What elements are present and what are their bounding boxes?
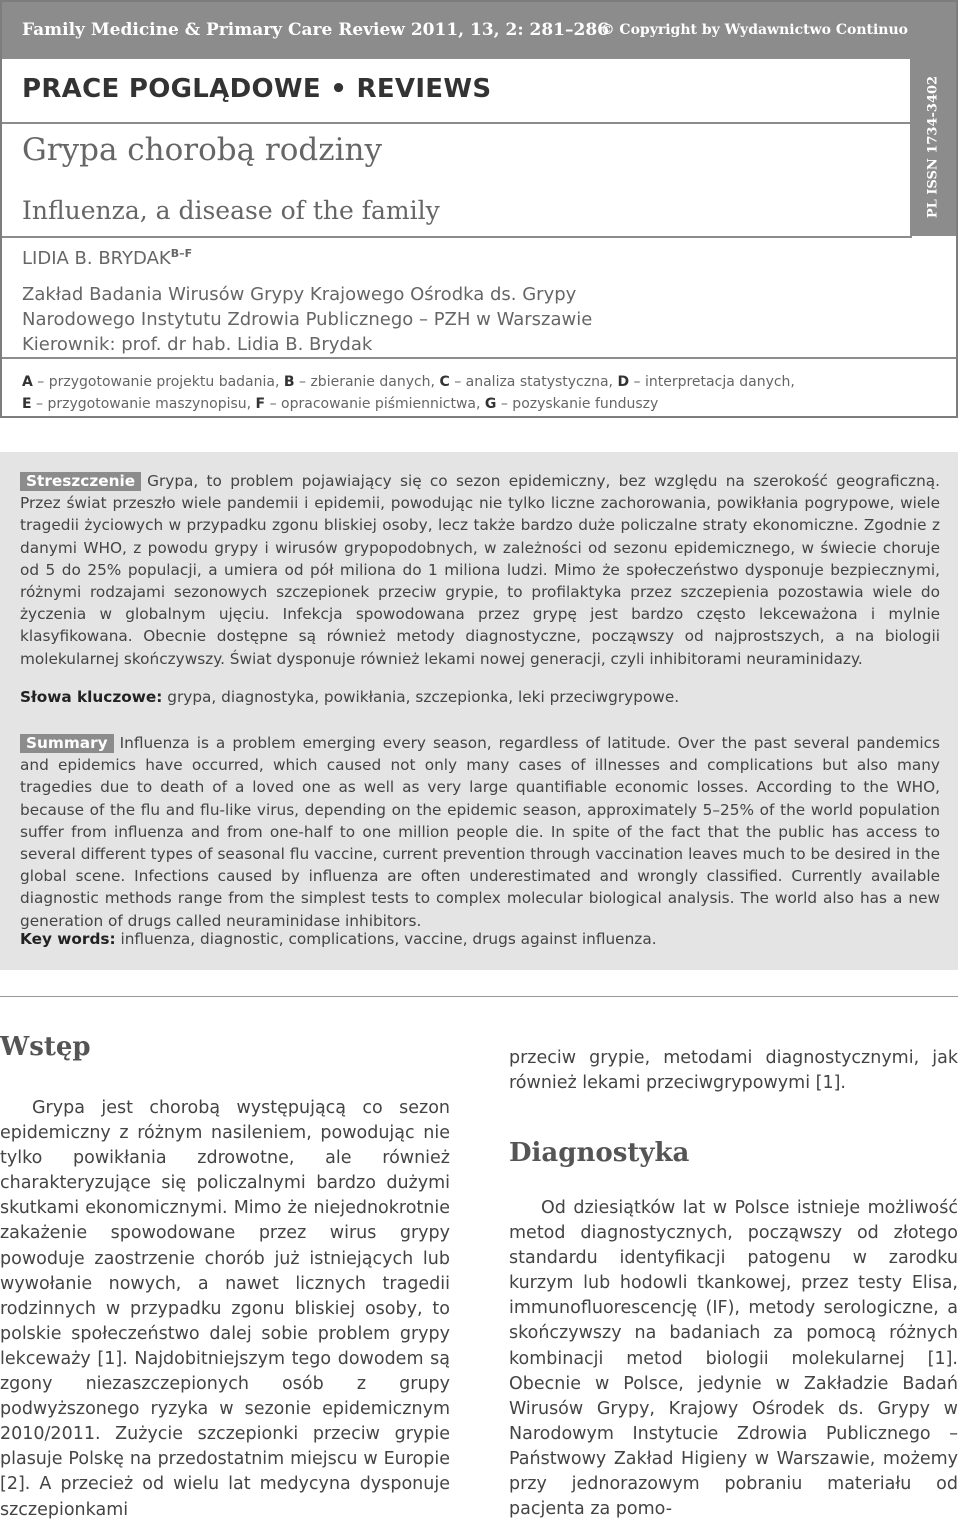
abstract-en-badge: Summary bbox=[20, 734, 114, 753]
author-contribution: B–F bbox=[170, 247, 193, 260]
copyright-notice: © Copyright by Wydawnictwo Continuo bbox=[600, 22, 908, 38]
role-letter: A bbox=[22, 374, 33, 390]
keywords-pl-text: grypa, diagnostyka, powikłania, szczepionka, leki przeciwgrypowe. bbox=[162, 688, 680, 706]
article-title-en: Influenza, a disease of the family bbox=[22, 196, 440, 225]
journal-bar bbox=[2, 2, 956, 59]
article-header bbox=[0, 0, 958, 418]
keywords-en bbox=[20, 930, 657, 948]
abstract-en bbox=[20, 732, 940, 932]
section-rule bbox=[0, 996, 958, 997]
article-title-pl: Grypa chorobą rodziny bbox=[22, 132, 382, 168]
divider bbox=[2, 122, 912, 124]
role-letter: D bbox=[617, 374, 630, 390]
intro-heading: Wstęp bbox=[0, 1032, 91, 1062]
affiliation-line: Zakład Badania Wirusów Grypy Krajowego Ośrodka ds. Grypy bbox=[22, 284, 577, 305]
keywords-en-text: influenza, diagnostic, complications, vaccine, drugs against influenza. bbox=[115, 930, 657, 948]
intro-paragraph: Grypa jest chorobą występującą co sezon epidemiczny z różnym nasileniem, powodując nie tylko powikłania zdrowotne, ale również charakteryzujące się policzalnymi bardzo dużymi skutkami ekonomicznymi. Mimo że niejednokrotnie zakażenie spowodowane przez wirus grypy powoduje zaostrzenie chorób już istniejących lub wywołanie nowych, a nawet licznych tragedii rodzinnych w przypadku zgonu bliskiej osoby, to polskie społeczeństwo dalej sobie problem grypy lekceważy [1]. Najdobitniejszym tego dowodem są zgony niezaszczepionych osób z grupy podwyższonego ryzyka w sezonie epidemicznym 2010/2011. Zużycie szczepionki przeciw grypie plasuje Polskę na przedostatnim miejscu w Europie [2]. A przecież od wielu lat medycyna dysponuje szczepionkami bbox=[0, 1098, 450, 1520]
diagnostics-paragraph: Od dziesiątków lat w Polsce istnieje możliwość metod diagnostycznych, począwszy od złotego standardu identyfikacji patogenu w zarodku kurzym lub hodowli tkankowej, przez testy Elisa, immunofluorescencję (IF), metody serologiczne, a skończywszy na badaniach za pomocą różnych kombinacji metod biologii molekularnej [1]. Obecnie w Polsce, jedynie w Zakładzie Badań Wirusów Grypy, Krajowy Ośrodek ds. Grypy w Narodowym Instytucie Zdrowia Publicznego – Państwowy Zakład Higieny w Warszawie, możemy przy jednorazowym pobraniu materiału od pacjenta za pomo- bbox=[509, 1198, 958, 1520]
divider bbox=[2, 357, 956, 359]
issn-strip bbox=[910, 59, 956, 236]
role-letter: F bbox=[255, 396, 266, 412]
keywords-pl-label: Słowa kluczowe: bbox=[20, 688, 163, 706]
role-letter: E bbox=[22, 396, 32, 412]
role-text: – przygotowanie projektu badania, bbox=[32, 374, 284, 390]
role-letter: B bbox=[283, 374, 295, 390]
keywords-pl bbox=[20, 688, 679, 706]
continued-paragraph: przeciw grypie, metodami diagnostycznymi, jak również lekami przeciwgrypowymi [1]. bbox=[509, 1048, 958, 1094]
diagnostics-heading: Diagnostyka bbox=[509, 1138, 690, 1168]
section-label: PRACE POGLĄDOWE • REVIEWS bbox=[22, 74, 492, 104]
abstract-box bbox=[0, 452, 958, 970]
role-letter: G bbox=[484, 396, 497, 412]
contribution-legend bbox=[22, 371, 795, 415]
keywords-en-label: Key words: bbox=[20, 930, 116, 948]
abstract-en-text: Influenza is a problem emerging every season, regardless of latitude. Over the past several pandemics and epidemics have occurred, which caused not only many cases of illnesses and complications but also many tragedies due to death of a loved one as well as very large quantifiable economic losses. According to the WHO, because of the flu and flu-like virus, depending on the epidemic season, approximately 5–25% of the world population suffer from influenza and from one-half to one million people die. In spite of the fact that the public has access to several different types of seasonal flu vaccine, current prevention through vaccination leaves much to be desired in the global scene. Infections caused by influenza are often underestimated and wrongly classified. Currently available diagnostic methods range from the simplest tests to complex molecular biological analysis. The world also has a new generation of drugs called neuraminidase inhibitors. bbox=[20, 734, 940, 930]
abstract-pl-badge: Streszczenie bbox=[20, 472, 141, 491]
intro-column bbox=[0, 1096, 450, 1523]
abstract-pl-text: Grypa, to problem pojawiający się co sezon epidemiczny, bez względu na szerokość geograficzną. Przez świat przeszło wiele pandemii i epidemii, powodując nie tylko liczne zachorowania, powikłania pogrypowe, wiele tragedii życiowych w przypadku zgonu bliskiej osoby, lecz także bardzo duże policzalne straty ekonomiczne. Zgodnie z danymi WHO, z powodu grypy i wirusów grypopodobnych, w zależności od sezonu epidemicznego, w świecie choruje od 5 do 25% populacji, a umiera od pół miliona do 1 miliona ludzi. Mimo że społeczeństwo dysponuje bezpiecznymi, różnymi rodzajami sezonowych szczepionek przeciw grypie, to profilaktyka przez szczepienia pozostawia wiele do życzenia w globalnym ujęciu. Infekcja spowodowana przez grypę jest bardzo często lekceważona i mylnie klasyfikowana. Obecnie dostępne są również metody diagnostyczne, począwszy od najprostszych, a na biologii molekularnej skończywszy. Świat dysponuje również lekami nowej generacji, czyli inhibitorami neuraminidazy. bbox=[20, 472, 940, 668]
abstract-pl bbox=[20, 470, 940, 670]
role-text: – opracowanie piśmiennictwa, bbox=[265, 396, 485, 412]
role-text: – zbieranie danych, bbox=[294, 374, 440, 390]
issn-label: PL ISSN 1734-3402 bbox=[925, 75, 941, 219]
journal-citation: Family Medicine & Primary Care Review 2011, 13, 2: 281–286 bbox=[22, 20, 609, 40]
role-letter: C bbox=[439, 374, 450, 390]
affiliation bbox=[22, 282, 592, 357]
divider bbox=[2, 236, 912, 238]
affiliation-line: Kierownik: prof. dr hab. Lidia B. Brydak bbox=[22, 334, 373, 355]
diagnostics-column bbox=[509, 1196, 958, 1522]
author bbox=[22, 247, 192, 269]
right-column-top bbox=[509, 1046, 958, 1096]
author-name: LIDIA B. BRYDAK bbox=[22, 248, 171, 269]
role-text: – pozyskanie funduszy bbox=[496, 396, 659, 412]
affiliation-line: Narodowego Instytutu Zdrowia Publicznego – PZH w Warszawie bbox=[22, 309, 593, 330]
role-text: – interpretacja danych, bbox=[629, 374, 795, 390]
role-text: – przygotowanie maszynopisu, bbox=[31, 396, 256, 412]
role-text: – analiza statystyczna, bbox=[449, 374, 618, 390]
